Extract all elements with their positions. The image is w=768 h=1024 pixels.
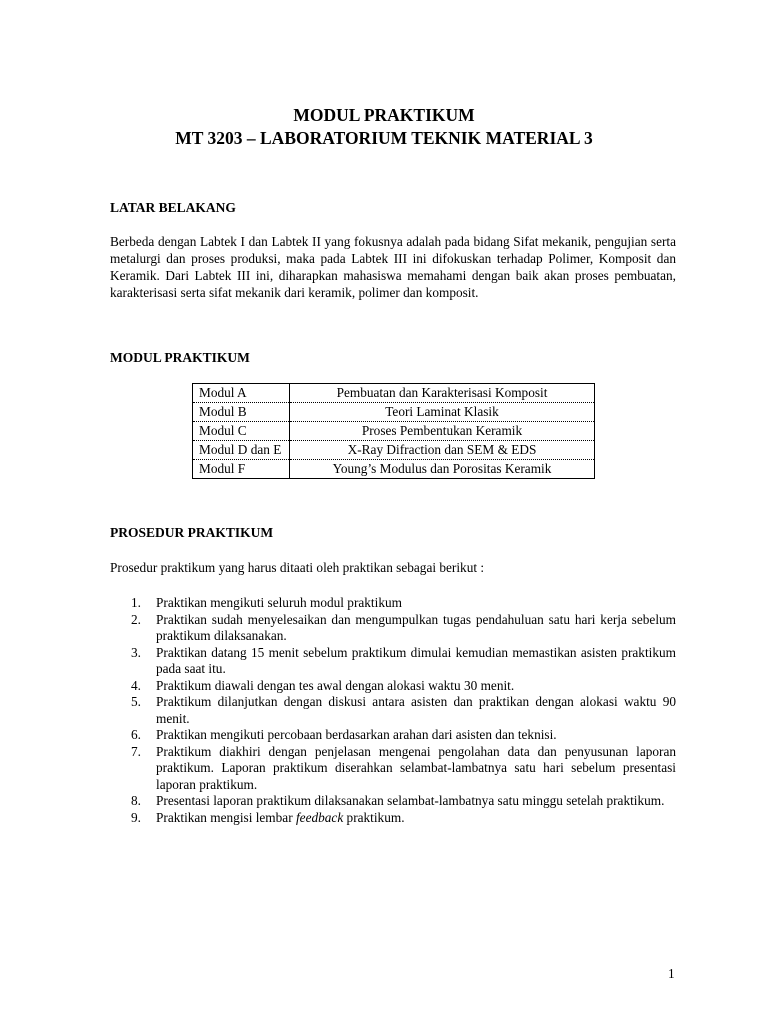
list-item-text-before: Praktikan mengisi lembar [156,809,296,825]
table-cell-code: Modul D dan E [193,441,290,460]
table-cell-code: Modul F [193,460,290,479]
list-number: 2. [131,611,141,627]
list-item [110,645,676,678]
table-row [193,460,595,479]
list-number: 1. [131,595,141,610]
table-cell-code: Modul A [193,384,290,403]
list-item-text: Praktikan mengikuti seluruh modul praktikum [156,595,402,610]
list-item-text-after: praktikum. [343,809,405,825]
document-subtitle: MT 3203 – LABORATORIUM TEKNIK MATERIAL 3 [175,128,593,148]
list-item [110,744,676,794]
table-cell-desc: Pembuatan dan Karakterisasi Komposit [290,384,595,403]
list-item-text-italic: feedback [295,809,344,825]
list-item-text: Presentasi laporan praktikum dilaksanakan selambat-lambatnya satu minggu setelah praktikum. [156,793,665,808]
list-item-text: Praktikan mengikuti percobaan berdasarkan arahan dari asisten dan teknisi. [156,727,557,742]
list-number: 4. [131,677,141,693]
list-item-text: Praktikum dilanjutkan dengan diskusi antara asisten dan praktikan dengan alokasi waktu 90 menit. [156,694,676,726]
prosedur-list [110,595,676,826]
list-item [110,694,676,727]
table-cell-code: Modul B [193,403,290,422]
table-row [193,403,595,422]
document-title: MODUL PRAKTIKUM [293,105,475,125]
list-item-text: Praktikan datang 15 menit sebelum praktikum dimulai kemudian memastikan asisten praktikum pada saat itu. [156,644,676,676]
list-item-text: Praktikum diawali dengan tes awal dengan alokasi waktu 30 menit. [156,677,515,693]
list-item [110,727,676,744]
table-row [193,384,595,403]
paragraph-prosedur-intro: Prosedur praktikum yang harus ditaati oleh praktikan sebagai berikut : [110,560,485,575]
table-row [193,441,595,460]
table-cell-desc: X-Ray Difraction dan SEM & EDS [290,441,595,460]
heading-prosedur-praktikum: PROSEDUR PRAKTIKUM [110,525,274,540]
table-cell-code: Modul C [193,422,290,441]
list-number: 8. [131,793,141,808]
list-item-text: Praktikum diakhiri dengan penjelasan mengenai pengolahan data dan penyusunan laporan praktikum. Laporan praktikum diserahkan selambat-lambatnya satu hari sebelum presentasi laporan praktikum. [156,743,676,792]
list-item [110,595,676,612]
heading-modul-praktikum: MODUL PRAKTIKUM [110,350,250,365]
list-item-text: Praktikan sudah menyelesaikan dan mengumpulkan tugas pendahuluan satu hari kerja sebelum praktikum dilaksanakan. [156,611,676,643]
modul-table [192,383,595,479]
table-cell-desc: Teori Laminat Klasik [290,403,595,422]
list-number: 6. [131,727,141,742]
list-number: 5. [131,694,141,709]
table-row [193,422,595,441]
table-cell-desc: Young’s Modulus dan Porositas Keramik [290,460,595,479]
list-item [110,810,676,827]
page-number: 1 [668,966,675,981]
table-cell-desc: Proses Pembentukan Keramik [290,422,595,441]
list-item [110,793,676,810]
list-number: 3. [131,644,141,660]
paragraph-latar-belakang: Berbeda dengan Labtek I dan Labtek II yang fokusnya adalah pada bidang Sifat mekanik, pengujian serta metalurgi dan proses produksi, maka pada Labtek III ini difokuskan terhadap Polimer, Komposit dan Keramik. Dari Labtek III ini, diharapkan mahasiswa memahami dengan baik akan proses pembuatan, karakterisasi serta sifat mekanik dari keramik, polimer dan komposit. [110,234,676,300]
heading-latar-belakang: LATAR BELAKANG [110,200,236,215]
list-number: 7. [131,743,141,759]
list-item [110,678,676,695]
list-number: 9. [131,809,141,825]
list-item [110,612,676,645]
